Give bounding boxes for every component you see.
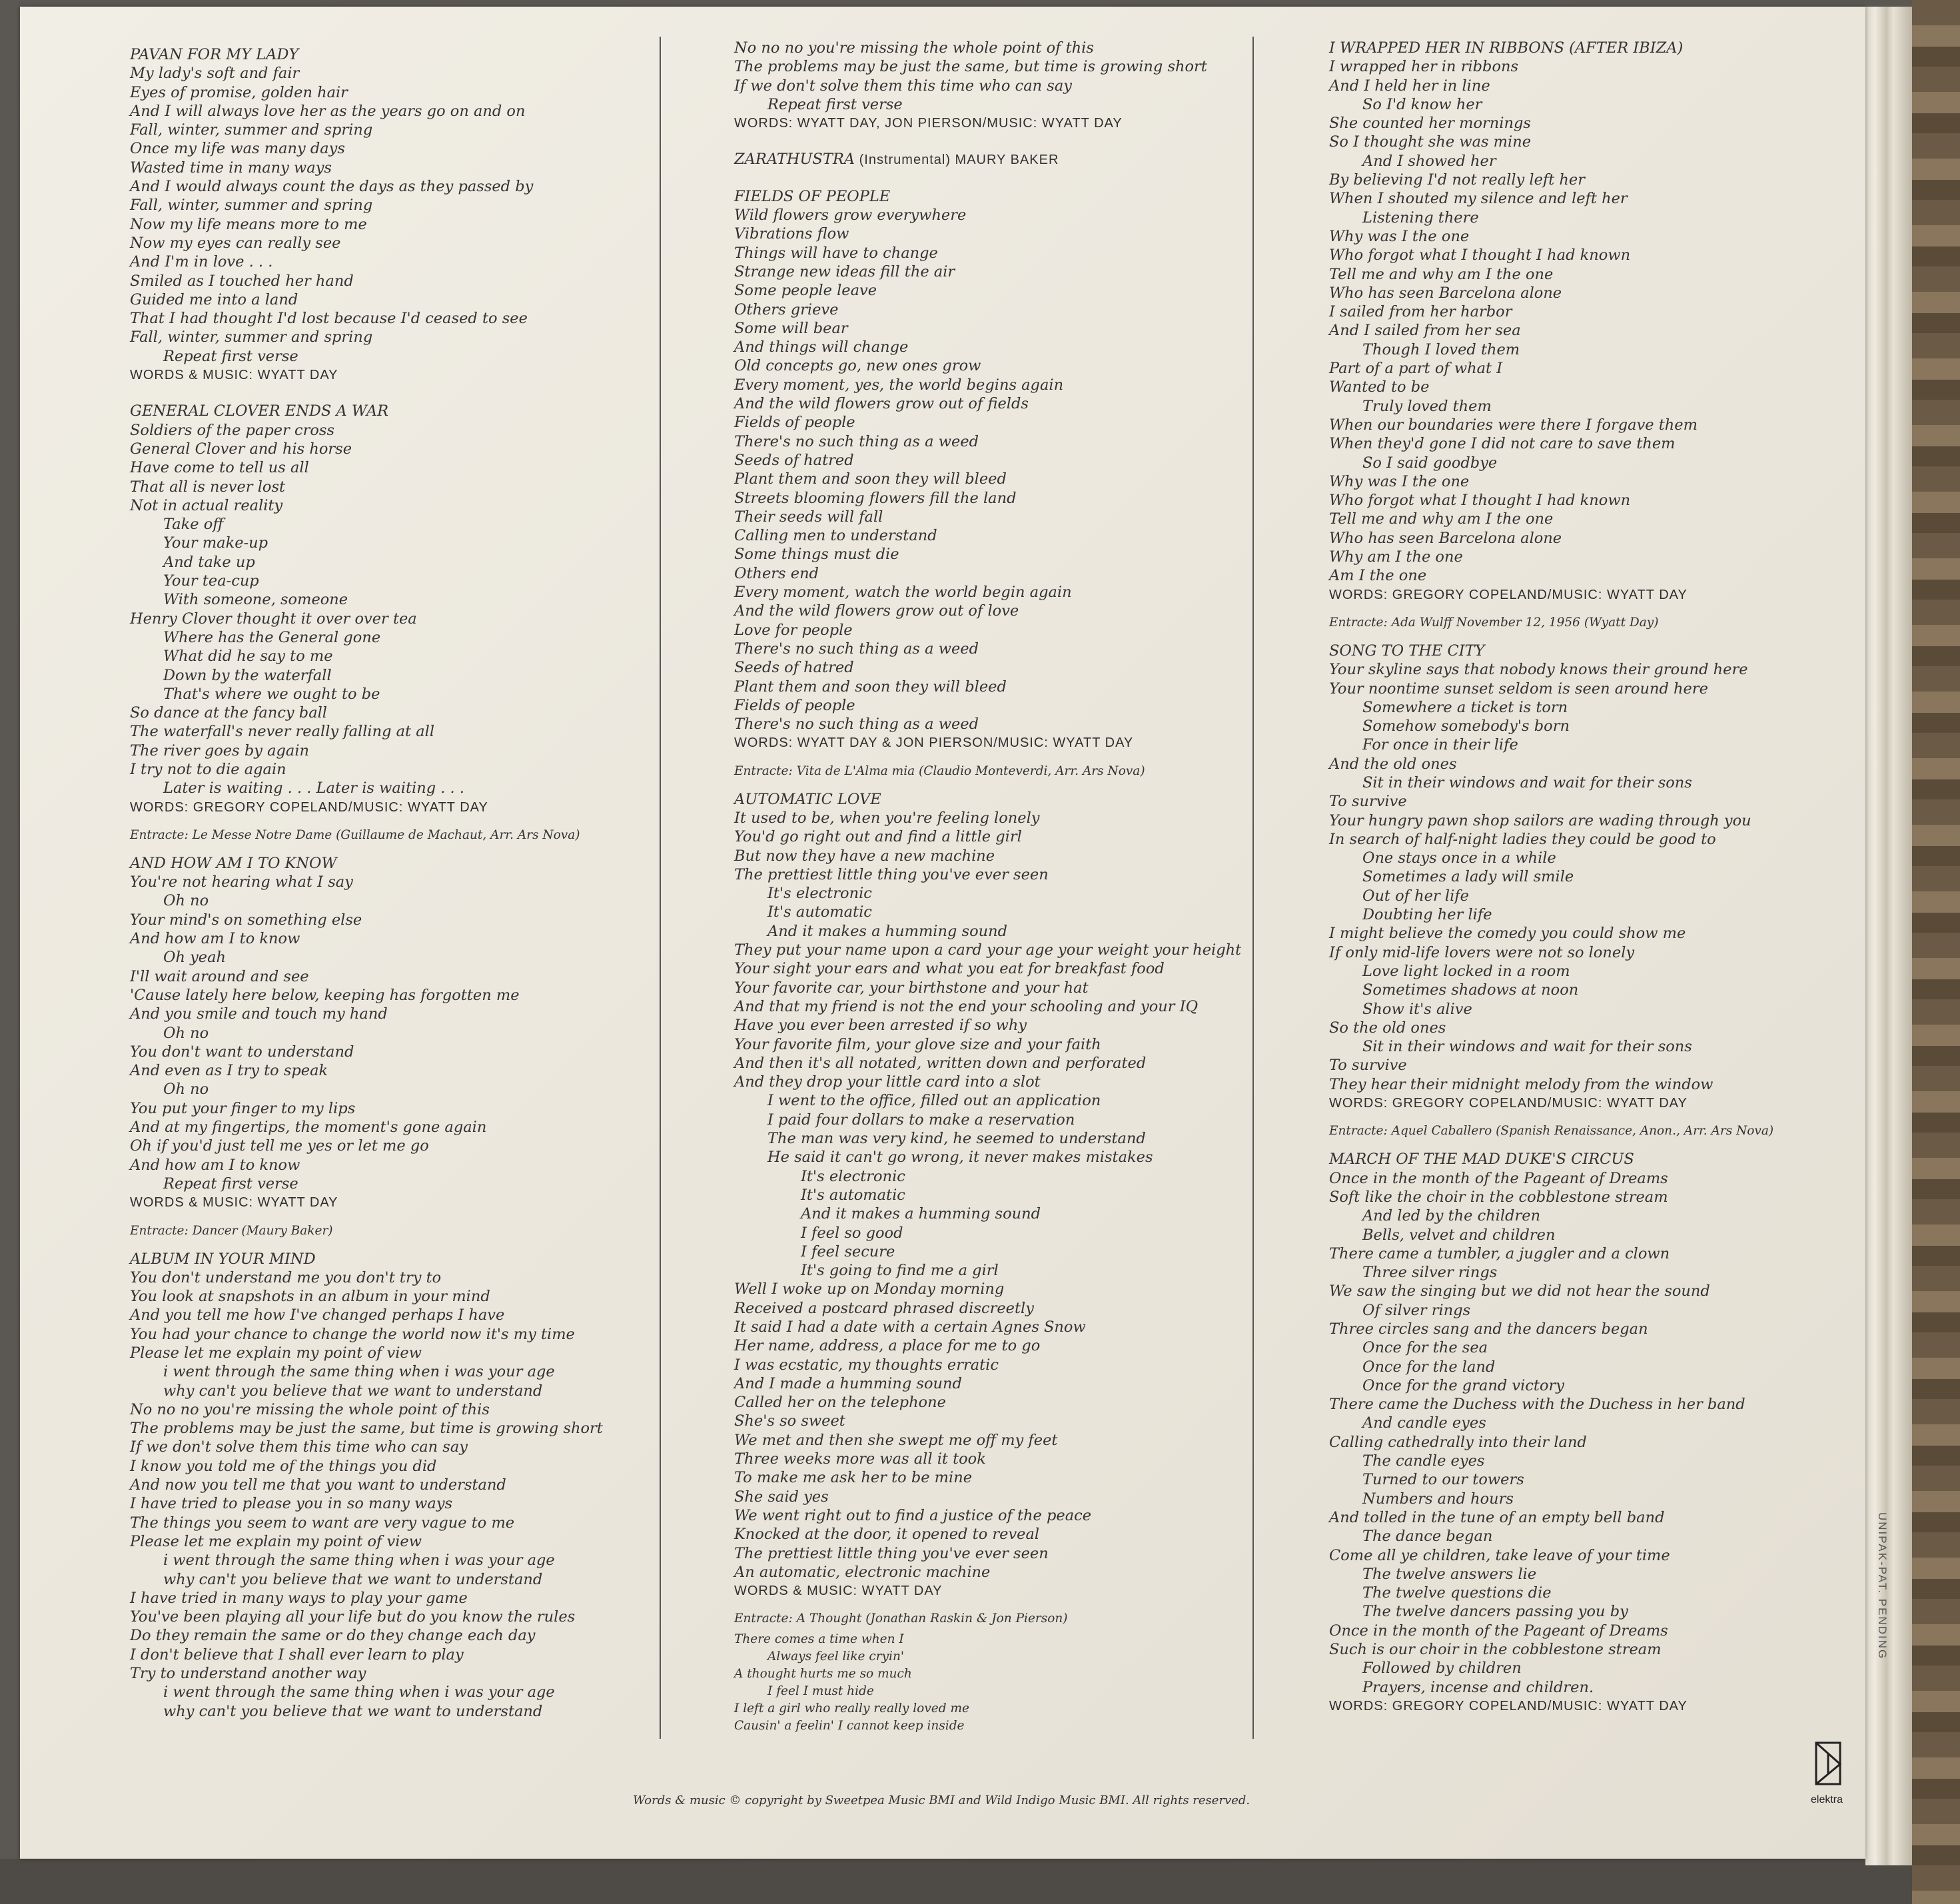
- song-credit: WORDS: GREGORY COPELAND/MUSIC: WYATT DAY: [1329, 587, 1688, 602]
- lyric-line: An automatic, electronic machine: [734, 1563, 991, 1581]
- lyric-line: The dance began: [1362, 1528, 1493, 1546]
- lyric-line: Oh yeah: [163, 949, 227, 967]
- lyric-line: The prettiest little thing you've ever seen: [734, 865, 1049, 883]
- lyric-line: When our boundaries were there I forgave them: [1329, 416, 1698, 434]
- lyric-line: You had your chance to change the world now it's my time: [130, 1325, 575, 1343]
- spine-text: UNIPAK-PAT. PENDING: [1876, 1512, 1889, 1660]
- lyric-line: And led by the children: [1362, 1207, 1541, 1225]
- entracte-note: Entracte: Aquel Caballero (Spanish Renaissance, Anon., Arr. Ars Nova): [1329, 1124, 1774, 1139]
- lyric-line: Her name, address, a place for me to go: [734, 1337, 1041, 1355]
- elektra-logo-icon: [1815, 1741, 1841, 1785]
- lyric-line: i went through the same thing when i was your age: [163, 1683, 555, 1701]
- lyric-line: Somehow somebody's born: [1362, 717, 1570, 735]
- lyric-line: So I said goodbye: [1362, 454, 1498, 472]
- album-back-cover: [20, 7, 1865, 1859]
- lyric-line: There came the Duchess with the Duchess in her band: [1329, 1396, 1745, 1414]
- lyric-line: Why was I the one: [1329, 472, 1470, 490]
- lyric-line: Henry Clover thought it over over tea: [130, 610, 417, 628]
- lyric-line: And I will always love her as the years go on and on: [130, 102, 526, 120]
- lyrics-column-2: [734, 39, 1307, 1735]
- lyric-line: Try to understand another way: [130, 1665, 366, 1683]
- lyric-line: Tell me and why am I the one: [1329, 510, 1554, 528]
- spacer: [130, 384, 703, 402]
- lyric-line: Your make-up: [163, 534, 268, 552]
- song-credit: WORDS & MUSIC: WYATT DAY: [130, 368, 338, 383]
- song-credit: WORDS & MUSIC: WYATT DAY: [130, 1195, 338, 1210]
- lyric-line: Wasted time in many ways: [130, 159, 332, 177]
- lyric-line: Where has the General gone: [163, 628, 381, 646]
- lyric-line: In search of half-night ladies they could be good to: [1329, 830, 1716, 848]
- lyric-line: Sometimes shadows at noon: [1362, 981, 1579, 999]
- lyric-line: Three circles sang and the dancers began: [1329, 1320, 1648, 1338]
- lyric-line: Oh no: [163, 1081, 209, 1099]
- lyric-line: Calling men to understand: [734, 527, 937, 545]
- song-title: ZARATHUSTRA: [734, 151, 855, 169]
- copyright-notice: Words & music © copyright by Sweetpea Music BMI and Wild Indigo Music BMI. All rights reserved.: [633, 1793, 1250, 1807]
- lyric-line: The twelve answers lie: [1362, 1565, 1537, 1583]
- lyric-line: Soft like the choir in the cobblestone stream: [1329, 1188, 1668, 1206]
- lyric-line: Wanted to be: [1329, 378, 1430, 396]
- lyric-line: Am I the one: [1329, 567, 1427, 585]
- lyric-line: And the wild flowers grow out of love: [734, 602, 1019, 620]
- lyric-line: You don't understand me you don't try to: [130, 1268, 442, 1286]
- lyric-line: I sailed from her harbor: [1329, 303, 1512, 321]
- elektra-logo-text: elektra: [1811, 1794, 1843, 1805]
- lyric-line: You look at snapshots in an album in your mind: [130, 1288, 490, 1306]
- lyric-line: Out of her life: [1362, 887, 1469, 905]
- lyric-line: There's no such thing as a weed: [734, 432, 979, 450]
- lyric-line: Others end: [734, 564, 819, 582]
- lyric-line: Not in actual reality: [130, 496, 283, 514]
- lyric-line: And you smile and touch my hand: [130, 1005, 388, 1023]
- lyric-line: I feel I must hide: [767, 1684, 874, 1699]
- lyric-line: Some things must die: [734, 546, 899, 564]
- lyric-line: Others grieve: [734, 300, 839, 318]
- lyric-line: Seeds of hatred: [734, 451, 854, 469]
- lyric-line: If we don't solve them this time who can say: [130, 1438, 468, 1456]
- lyric-line: Prayers, incense and children.: [1362, 1678, 1594, 1696]
- lyric-line: Numbers and hours: [1362, 1490, 1514, 1508]
- lyric-line: I paid four dollars to make a reservation: [767, 1111, 1075, 1129]
- lyric-line: Eyes of promise, golden hair: [130, 83, 348, 101]
- lyric-line: The river goes by again: [130, 741, 310, 759]
- lyric-line: And take up: [163, 553, 255, 571]
- background-surface: [0, 1859, 1960, 1904]
- lyric-line: That I had thought I'd lost because I'd ceased to see: [130, 310, 528, 328]
- lyric-line: Once for the sea: [1362, 1339, 1488, 1357]
- lyric-line: And how am I to know: [130, 1156, 300, 1174]
- instrumental-credit: [734, 150, 1307, 169]
- lyric-line: And I'm in love . . .: [130, 253, 273, 271]
- lyric-line: Do they remain the same or do they change each day: [130, 1627, 536, 1645]
- song-title: AUTOMATIC LOVE: [734, 790, 881, 808]
- lyric-line: I don't believe that I shall ever learn to play: [130, 1646, 464, 1664]
- lyric-line: Later is waiting . . . Later is waiting . . .: [163, 779, 465, 797]
- lyric-line: And I would always count the days as they passed by: [130, 178, 534, 196]
- lyric-line: Once for the land: [1362, 1358, 1496, 1376]
- lyric-line: I have tried to please you in so many ways: [130, 1495, 453, 1513]
- lyric-line: Down by the waterfall: [163, 666, 332, 684]
- lyric-line: Now my eyes can really see: [130, 234, 341, 252]
- lyric-line: Guided me into a land: [130, 290, 298, 308]
- lyric-line: Their seeds will fall: [734, 508, 883, 526]
- song-credit: WORDS: GREGORY COPELAND/MUSIC: WYATT DAY: [130, 799, 488, 815]
- lyric-line: I wrapped her in ribbons: [1329, 58, 1519, 76]
- lyric-line: Fall, winter, summer and spring: [130, 328, 373, 346]
- lyric-line: Love light locked in a room: [1362, 962, 1570, 980]
- lyric-line: The candle eyes: [1362, 1452, 1485, 1470]
- lyric-line: Please let me explain my point of view: [130, 1532, 422, 1550]
- lyric-line: You've been playing all your life but do you know the rules: [130, 1608, 576, 1626]
- lyric-line: Though I loved them: [1362, 340, 1520, 358]
- song-credit: WORDS: GREGORY COPELAND/MUSIC: WYATT DAY: [1329, 1096, 1688, 1111]
- lyric-line: Once my life was many days: [130, 140, 345, 158]
- lyric-line: And they drop your little card into a slot: [734, 1073, 1041, 1091]
- lyric-line: For once in their life: [1362, 736, 1518, 754]
- lyric-line: That all is never lost: [130, 478, 286, 496]
- lyric-line: She's so sweet: [734, 1412, 845, 1430]
- lyric-line: Your favorite car, your birthstone and your hat: [734, 979, 1089, 997]
- song-title: GENERAL CLOVER ENDS A WAR: [130, 402, 389, 420]
- lyric-line: Some people leave: [734, 282, 877, 300]
- lyric-line: Knocked at the door, it opened to reveal: [734, 1526, 1040, 1544]
- lyric-line: Oh no: [163, 892, 209, 910]
- lyric-line: Your mind's on something else: [130, 911, 362, 929]
- lyric-line: When I shouted my silence and left her: [1329, 190, 1628, 208]
- spacer: [734, 133, 1307, 150]
- lyric-line: Things will have to change: [734, 244, 938, 262]
- lyric-line: And the wild flowers grow out of fields: [734, 395, 1029, 413]
- lyric-line: I feel secure: [801, 1242, 895, 1260]
- lyric-line: I left a girl who really really loved me: [734, 1701, 969, 1716]
- lyric-line: There comes a time when I: [734, 1632, 904, 1647]
- lyric-line: Streets blooming flowers fill the land: [734, 489, 1017, 507]
- lyric-line: What did he say to me: [163, 648, 333, 666]
- lyric-line: I might believe the comedy you could show me: [1329, 925, 1686, 943]
- lyric-line: There's no such thing as a weed: [734, 640, 979, 658]
- lyric-line: It's electronic: [801, 1167, 905, 1185]
- lyric-line: Three silver rings: [1362, 1264, 1498, 1282]
- lyric-line: Love for people: [734, 621, 853, 639]
- lyric-line: That's where we ought to be: [163, 685, 380, 703]
- lyric-line: I know you told me of the things you did: [130, 1457, 437, 1475]
- instrumental-composer: (Instrumental) MAURY BAKER: [855, 153, 1059, 168]
- lyric-line: Have come to tell us all: [130, 459, 309, 477]
- lyric-line: It's automatic: [767, 903, 872, 921]
- lyric-line: It said I had a date with a certain Agnes Snow: [734, 1318, 1086, 1336]
- lyric-line: There came a tumbler, a juggler and a clown: [1329, 1244, 1670, 1262]
- lyric-line: And tolled in the tune of an empty bell band: [1329, 1508, 1665, 1526]
- lyric-line: Some will bear: [734, 319, 848, 337]
- background-texture: [1912, 0, 1960, 1904]
- lyric-line: Sometimes a lady will smile: [1362, 868, 1574, 886]
- lyric-line: It's going to find me a girl: [801, 1262, 999, 1280]
- lyric-line: Tell me and why am I the one: [1329, 265, 1554, 283]
- lyric-line: Please let me explain my point of view: [130, 1344, 422, 1362]
- lyric-line: The man was very kind, he seemed to understand: [767, 1130, 1146, 1148]
- lyric-line: And I made a humming sound: [734, 1374, 962, 1392]
- song-title: FIELDS OF PEOPLE: [734, 187, 891, 205]
- lyric-line: Part of a part of what I: [1329, 360, 1503, 378]
- lyric-line: Old concepts go, new ones grow: [734, 357, 981, 375]
- song-credit: WORDS: WYATT DAY, JON PIERSON/MUSIC: WYATT DAY: [734, 116, 1123, 131]
- lyric-line: And that my friend is not the end your schooling and your IQ: [734, 997, 1199, 1015]
- lyric-line: Of silver rings: [1362, 1301, 1471, 1319]
- lyric-line: I went to the office, filled out an application: [767, 1092, 1101, 1110]
- lyric-line: I try not to die again: [130, 760, 286, 778]
- lyric-line: No no no you're missing the whole point of this: [734, 39, 1094, 57]
- lyric-line: And at my fingertips, the moment's gone again: [130, 1119, 487, 1137]
- lyric-line: Repeat first verse: [767, 95, 903, 113]
- lyric-line: And it makes a humming sound: [801, 1205, 1041, 1223]
- lyric-line: And then it's all notated, written down and perforated: [734, 1054, 1147, 1072]
- lyric-line: Three weeks more was all it took: [734, 1450, 986, 1468]
- lyric-line: i went through the same thing when i was your age: [163, 1552, 555, 1570]
- lyric-line: Fields of people: [734, 696, 855, 714]
- lyric-line: The problems may be just the same, but time is growing short: [130, 1420, 603, 1438]
- entracte-note: Entracte: Le Messe Notre Dame (Guillaume de Machaut, Arr. Ars Nova): [130, 827, 580, 842]
- lyric-line: You don't want to understand: [130, 1043, 354, 1061]
- lyric-line: Sit in their windows and wait for their sons: [1362, 773, 1692, 791]
- lyric-line: She counted her mornings: [1329, 115, 1531, 133]
- lyric-line: Causin' a feelin' I cannot keep inside: [734, 1719, 965, 1733]
- lyric-line: Soldiers of the paper cross: [130, 421, 334, 439]
- lyric-line: 'Cause lately here below, keeping has forgotten me: [130, 986, 520, 1004]
- lyric-line: We went right out to find a justice of the peace: [734, 1506, 1092, 1524]
- lyric-line: Your favorite film, your glove size and your faith: [734, 1035, 1101, 1053]
- lyric-line: Why am I the one: [1329, 548, 1463, 566]
- lyric-line: Who forgot what I thought I had known: [1329, 492, 1631, 510]
- lyric-line: Once in the month of the Pageant of Dreams: [1329, 1622, 1668, 1640]
- song-title: I WRAPPED HER IN RIBBONS (AFTER IBIZA): [1329, 39, 1684, 57]
- lyric-line: We met and then she swept me off my feet: [734, 1431, 1058, 1449]
- song-title: MARCH OF THE MAD DUKE'S CIRCUS: [1329, 1151, 1634, 1169]
- lyric-line: Fall, winter, summer and spring: [130, 197, 373, 215]
- lyric-line: Listening there: [1362, 209, 1479, 227]
- lyric-line: It used to be, when you're feeling lonely: [734, 809, 1040, 827]
- lyric-line: A thought hurts me so much: [734, 1667, 912, 1681]
- lyric-line: One stays once in a while: [1362, 849, 1556, 867]
- lyric-line: No no no you're missing the whole point of this: [130, 1400, 490, 1418]
- lyric-line: To survive: [1329, 793, 1407, 811]
- song-credit: WORDS: GREGORY COPELAND/MUSIC: WYATT DAY: [1329, 1698, 1688, 1713]
- lyric-line: It's automatic: [801, 1186, 905, 1204]
- lyric-line: Somewhere a ticket is torn: [1362, 698, 1568, 716]
- lyric-line: Fall, winter, summer and spring: [130, 121, 373, 139]
- lyric-line: General Clover and his horse: [130, 440, 352, 458]
- lyric-line: You put your finger to my lips: [130, 1099, 356, 1117]
- lyric-line: So I'd know her: [1362, 95, 1482, 113]
- lyric-line: The things you seem to want are very vague to me: [130, 1514, 515, 1532]
- song-title: PAVAN FOR MY LADY: [130, 46, 299, 63]
- lyric-line: And how am I to know: [130, 930, 300, 948]
- lyric-line: Calling cathedrally into their land: [1329, 1433, 1587, 1451]
- song-title: ALBUM IN YOUR MIND: [130, 1250, 316, 1268]
- lyric-line: To make me ask her to be mine: [734, 1469, 973, 1487]
- lyric-line: And I sailed from her sea: [1329, 322, 1521, 340]
- lyric-line: And you tell me how I've changed perhaps I have: [130, 1306, 505, 1324]
- lyric-line: Your sight your ears and what you eat for breakfast food: [734, 960, 1165, 978]
- lyric-line: You'd go right out and find a little girl: [734, 828, 1022, 846]
- lyric-line: My lady's soft and fair: [130, 65, 300, 83]
- lyric-line: Received a postcard phrased discreetly: [734, 1299, 1034, 1317]
- song-title: SONG TO THE CITY: [1329, 642, 1485, 660]
- lyric-line: Once for the grand victory: [1362, 1376, 1564, 1394]
- lyric-line: Who has seen Barcelona alone: [1329, 284, 1562, 302]
- entracte-note: Entracte: Ada Wulff November 12, 1956 (Wyatt Day): [1329, 615, 1659, 630]
- lyric-line: Every moment, yes, the world begins again: [734, 376, 1064, 394]
- lyric-line: Repeat first verse: [163, 1175, 298, 1192]
- lyric-line: Now my life means more to me: [130, 215, 367, 233]
- lyric-line: If we don't solve them this time who can say: [734, 77, 1072, 95]
- lyric-line: Strange new ideas fill the air: [734, 262, 955, 280]
- lyric-line: Followed by children: [1362, 1660, 1522, 1677]
- lyric-line: So I thought she was mine: [1329, 133, 1532, 151]
- lyric-line: Oh no: [163, 1024, 209, 1042]
- entracte-note: Entracte: A Thought (Jonathan Raskin & Jon Pierson): [734, 1612, 1068, 1626]
- lyric-line: And now you tell me that you want to understand: [130, 1476, 506, 1494]
- lyric-line: Plant them and soon they will bleed: [734, 470, 1007, 488]
- lyric-line: why can't you believe that we want to understand: [163, 1382, 543, 1400]
- lyric-line: why can't you believe that we want to understand: [163, 1702, 543, 1720]
- lyric-line: And I showed her: [1362, 152, 1496, 170]
- lyric-line: We saw the singing but we did not hear the sound: [1329, 1282, 1710, 1300]
- lyric-line: And even as I try to speak: [130, 1062, 328, 1080]
- lyric-line: Oh if you'd just tell me yes or let me go: [130, 1137, 429, 1155]
- lyric-line: There's no such thing as a weed: [734, 715, 979, 733]
- lyric-line: He said it can't go wrong, it never makes mistakes: [767, 1149, 1153, 1167]
- lyric-line: Vibrations flow: [734, 225, 849, 243]
- lyric-line: She said yes: [734, 1488, 829, 1506]
- lyric-line: By believing I'd not really left her: [1329, 171, 1585, 189]
- lyric-line: The twelve dancers passing you by: [1362, 1603, 1628, 1621]
- lyric-line: Take off: [163, 516, 224, 534]
- lyric-line: But now they have a new machine: [734, 847, 995, 865]
- lyrics-column-1: [130, 45, 703, 1721]
- lyric-line: Well I woke up on Monday morning: [734, 1280, 1005, 1298]
- lyric-line: Who has seen Barcelona alone: [1329, 529, 1562, 547]
- lyric-line: Your noontime sunset seldom is seen around here: [1329, 680, 1708, 698]
- lyric-line: Why was I the one: [1329, 227, 1470, 245]
- lyric-line: Who forgot what I thought I had known: [1329, 246, 1631, 264]
- song-credit: WORDS: WYATT DAY & JON PIERSON/MUSIC: WYATT DAY: [734, 735, 1134, 751]
- lyric-line: The prettiest little thing you've ever seen: [734, 1544, 1049, 1562]
- lyric-line: Truly loved them: [1362, 397, 1492, 415]
- lyric-line: I feel so good: [801, 1224, 903, 1242]
- lyric-line: Come all ye children, take leave of your time: [1329, 1546, 1670, 1564]
- lyric-line: Wild flowers grow everywhere: [734, 207, 967, 225]
- song-credit: WORDS & MUSIC: WYATT DAY: [734, 1584, 943, 1599]
- lyric-line: It's electronic: [767, 885, 872, 903]
- lyric-line: I have tried in many ways to play your game: [130, 1589, 468, 1607]
- lyric-line: Such is our choir in the cobblestone stream: [1329, 1641, 1662, 1659]
- lyric-line: And candle eyes: [1362, 1414, 1486, 1432]
- lyric-line: Repeat first verse: [163, 347, 298, 365]
- lyric-line: why can't you believe that we want to understand: [163, 1570, 543, 1588]
- lyric-line: Turned to our towers: [1362, 1471, 1524, 1489]
- lyric-line: They put your name upon a card your age your weight your height: [734, 941, 1242, 959]
- lyric-line: With someone, someone: [163, 591, 348, 609]
- lyric-line: The problems may be just the same, but time is growing short: [734, 58, 1207, 76]
- lyric-line: Seeds of hatred: [734, 659, 854, 677]
- lyric-line: To survive: [1329, 1057, 1407, 1075]
- lyric-line: i went through the same thing when i was your age: [163, 1363, 555, 1381]
- entracte-note: Entracte: Vita de L'Alma mia (Claudio Monteverdi, Arr. Ars Nova): [734, 763, 1145, 778]
- lyric-line: Plant them and soon they will bleed: [734, 678, 1007, 696]
- lyric-line: So the old ones: [1329, 1019, 1446, 1037]
- lyric-line: Fields of people: [734, 414, 855, 432]
- lyric-line: Your skyline says that nobody knows their ground here: [1329, 661, 1748, 679]
- lyric-line: Show it's alive: [1362, 1000, 1472, 1018]
- song-title: AND HOW AM I TO KNOW: [130, 854, 337, 872]
- lyric-line: You're not hearing what I say: [130, 873, 353, 891]
- spacer: [734, 170, 1307, 187]
- lyric-line: When they'd gone I did not care to save them: [1329, 435, 1676, 453]
- lyric-line: Once in the month of the Pageant of Dreams: [1329, 1169, 1668, 1187]
- lyric-line: I'll wait around and see: [130, 967, 309, 985]
- lyric-line: And the old ones: [1329, 755, 1457, 773]
- lyric-line: Doubting her life: [1362, 906, 1492, 924]
- lyric-line: If only mid-life lovers were not so lonely: [1329, 943, 1635, 961]
- lyric-line: Bells, velvet and children: [1362, 1226, 1556, 1244]
- lyric-line: Smiled as I touched her hand: [130, 272, 354, 290]
- lyric-line: Every moment, watch the world begin again: [734, 584, 1072, 602]
- lyric-line: Sit in their windows and wait for their sons: [1362, 1038, 1692, 1056]
- lyrics-column-3: [1329, 39, 1902, 1715]
- lyric-line: They hear their midnight melody from the window: [1329, 1075, 1714, 1093]
- lyric-line: Have you ever been arrested if so why: [734, 1017, 1027, 1035]
- lyric-line: Always feel like cryin': [767, 1650, 904, 1664]
- lyric-line: So dance at the fancy ball: [130, 704, 328, 722]
- lyric-line: And it makes a humming sound: [767, 922, 1008, 940]
- entracte-note: Entracte: Dancer (Maury Baker): [130, 1223, 333, 1238]
- lyric-line: Your hungry pawn shop sailors are wading through you: [1329, 811, 1751, 829]
- lyric-line: I was ecstatic, my thoughts erratic: [734, 1356, 999, 1374]
- lyric-line: The waterfall's never really falling at all: [130, 723, 435, 741]
- lyric-line: Called her on the telephone: [734, 1394, 946, 1412]
- lyric-line: Your tea-cup: [163, 572, 259, 590]
- lyric-line: And I held her in line: [1329, 77, 1490, 95]
- lyric-line: And things will change: [734, 338, 909, 356]
- lyric-line: The twelve questions die: [1362, 1584, 1552, 1602]
